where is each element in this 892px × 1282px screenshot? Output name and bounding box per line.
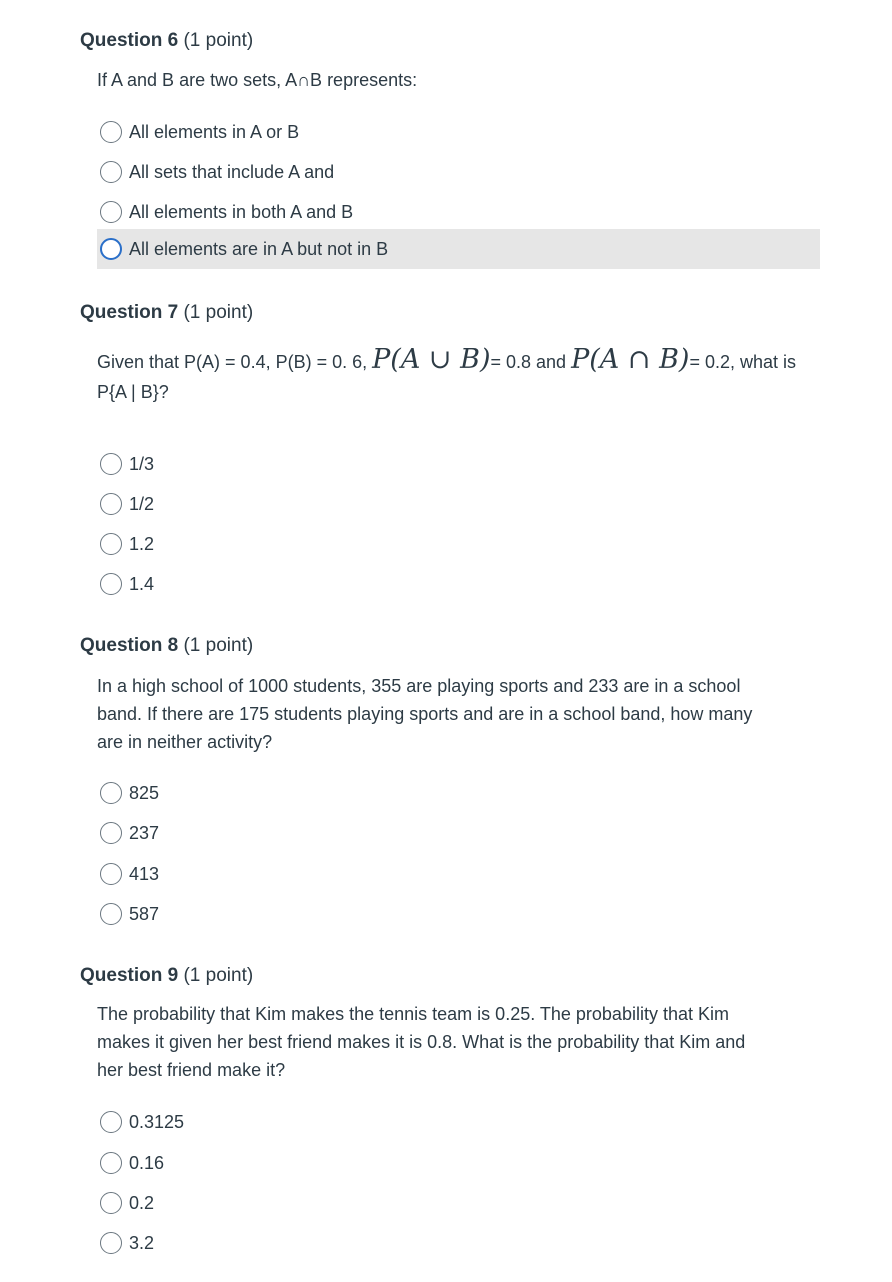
option-label: 1.2 <box>129 533 155 554</box>
radio-button[interactable] <box>100 1232 122 1254</box>
option-label: All elements in A or B <box>129 121 300 142</box>
radio-button[interactable] <box>100 493 122 515</box>
q6-option-4[interactable] <box>97 229 820 269</box>
text-line: her best friend make it? <box>97 1060 286 1080</box>
text-line: makes it given her best friend makes it is 0.8. What is the probability that Kim and <box>97 1032 746 1052</box>
text-line: band. If there are 175 students playing sports and are in a school band, how many <box>97 704 753 724</box>
text-line: are in neither activity? <box>97 732 273 752</box>
option-label: 0.2 <box>129 1192 155 1213</box>
option-label: 825 <box>129 782 160 803</box>
question-points: (1 point) <box>183 965 254 986</box>
question-points: (1 point) <box>183 302 254 323</box>
question-number: Question 8 <box>80 635 179 656</box>
option-label: 0.3125 <box>129 1111 185 1132</box>
radio-button[interactable] <box>100 533 122 555</box>
option-label: All elements in both A and B <box>129 201 354 222</box>
q8-option-1[interactable] <box>97 773 820 813</box>
question-8-text <box>97 672 752 756</box>
text-segment: = 0.8 and <box>490 352 572 372</box>
option-label: All sets that include A and <box>129 161 335 182</box>
q7-option-1[interactable] <box>97 444 820 484</box>
question-7-text-line2: P{A | B}? <box>97 382 169 402</box>
q9-option-2[interactable] <box>97 1143 820 1183</box>
question-6-header <box>80 30 253 52</box>
q7-option-3[interactable] <box>97 524 820 564</box>
text-line: The probability that Kim makes the tennis team is 0.25. The probability that Kim <box>97 1004 729 1024</box>
text-segment: Given that P(A) = 0.4, P(B) = 0. 6, <box>97 352 373 372</box>
question-7-text <box>97 346 796 376</box>
option-label: 413 <box>129 863 160 884</box>
question-7-header <box>80 302 253 324</box>
radio-button[interactable] <box>100 1111 122 1133</box>
radio-button[interactable] <box>100 453 122 475</box>
question-points: (1 point) <box>183 30 254 51</box>
question-number: Question 6 <box>80 30 179 51</box>
q9-option-4[interactable] <box>97 1223 820 1263</box>
option-label: 3.2 <box>129 1232 155 1253</box>
radio-button[interactable] <box>100 822 122 844</box>
radio-button[interactable] <box>100 573 122 595</box>
math-union: P(A ∪ B) <box>372 344 491 375</box>
q7-option-4[interactable] <box>97 564 820 604</box>
option-label: 1/3 <box>129 453 155 474</box>
q6-option-3[interactable] <box>97 192 820 232</box>
option-label: 1.4 <box>129 573 155 594</box>
radio-button[interactable] <box>100 1192 122 1214</box>
question-number: Question 7 <box>80 302 179 323</box>
option-label: 0.16 <box>129 1152 165 1173</box>
q6-option-1[interactable] <box>97 112 820 152</box>
math-intersection: P(A ∩ B) <box>571 344 690 375</box>
option-label: 1/2 <box>129 493 155 514</box>
radio-button[interactable] <box>100 1152 122 1174</box>
option-label: 587 <box>129 903 160 924</box>
question-9-text <box>97 1000 745 1084</box>
text-line: In a high school of 1000 students, 355 are playing sports and 233 are in a school <box>97 676 741 696</box>
question-number: Question 9 <box>80 965 179 986</box>
q8-option-2[interactable] <box>97 813 820 853</box>
q7-option-2[interactable] <box>97 484 820 524</box>
option-label: 237 <box>129 822 160 843</box>
q9-option-3[interactable] <box>97 1183 820 1223</box>
radio-button[interactable] <box>100 782 122 804</box>
radio-button[interactable] <box>100 863 122 885</box>
radio-button[interactable] <box>100 121 122 143</box>
radio-button[interactable] <box>100 903 122 925</box>
q8-option-3[interactable] <box>97 854 820 894</box>
radio-button[interactable] <box>100 201 122 223</box>
radio-button[interactable] <box>100 161 122 183</box>
question-9-header <box>80 965 253 987</box>
radio-button[interactable] <box>100 238 122 260</box>
text-segment: = 0.2, what is <box>689 352 797 372</box>
q6-option-2[interactable] <box>97 152 820 192</box>
question-points: (1 point) <box>183 635 254 656</box>
option-label: All elements are in A but not in B <box>129 238 389 259</box>
q9-option-1[interactable] <box>97 1102 820 1142</box>
q8-option-4[interactable] <box>97 894 820 934</box>
question-8-header <box>80 635 253 657</box>
question-6-text: If A and B are two sets, A∩B represents: <box>97 70 418 90</box>
